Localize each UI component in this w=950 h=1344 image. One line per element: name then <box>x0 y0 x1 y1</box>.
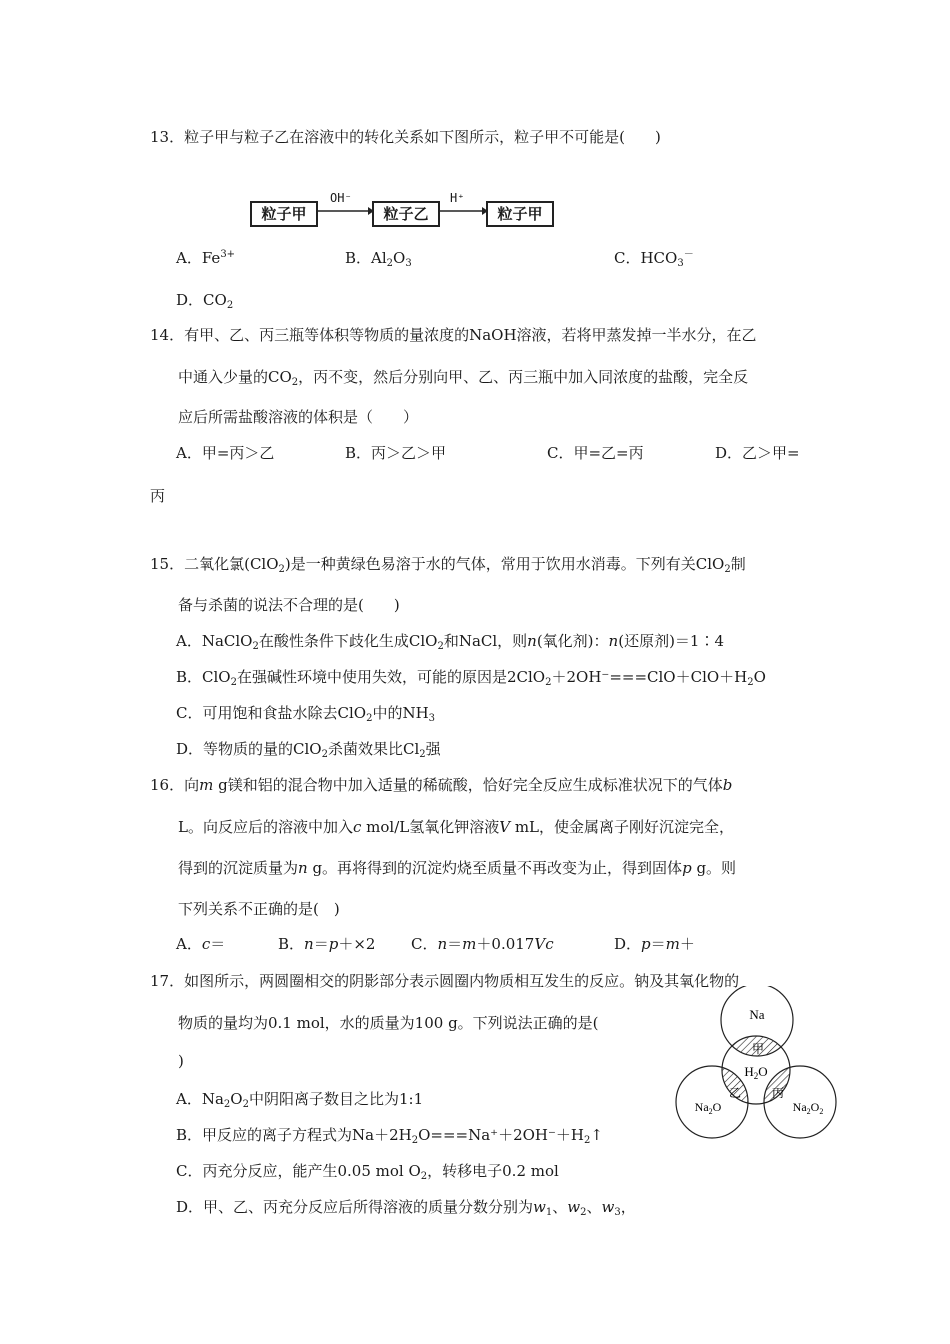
q14-option-d-continued: 丙 <box>150 487 166 505</box>
q15-option-c: C．可用饱和食盐水除去ClO$_2$中的$NH_3$ <box>176 704 436 724</box>
flow-box-particle-jia: 粒子甲 <box>250 201 318 227</box>
flow-arrow1-label: OH⁻ <box>330 191 352 205</box>
venn-label-yi: 乙 <box>728 1086 742 1100</box>
q17-option-c: C．丙充分反应，能产生0.05 mol $O_2$，转移电子0.2 mol <box>176 1162 559 1182</box>
q16-stem-line4: 下列关系不正确的是( ) <box>178 900 340 918</box>
q13-flow-diagram <box>250 193 560 233</box>
q14-option-b: B．丙＞乙＞甲 <box>345 444 447 462</box>
q17-option-d: D．甲、乙、丙充分反应后所得溶液的质量分数分别为$w_1$、$w_2$、$w_3$， <box>176 1198 636 1218</box>
venn-label-na2o2: $Na_2O_2$ <box>792 1100 824 1116</box>
q14-option-a: A．甲=丙＞乙 <box>176 444 275 462</box>
arrow-right-icon <box>318 203 374 215</box>
q17-stem-line1: 17．如图所示，两圆圈相交的阴影部分表示圆圈内物质相互发生的反应。钠及其氧化物的 <box>150 972 740 990</box>
q16-option-c: C．n＝m＋0.017Vc <box>411 935 554 953</box>
q17-option-a: A．$Na_2O_2$中阴阳离子数目之比为1:1 <box>176 1090 424 1110</box>
q17-stem-line3: ) <box>178 1052 184 1070</box>
q13-option-c: C．$HCO_3^-$ <box>614 249 694 269</box>
venn-label-na: Na <box>749 1007 765 1022</box>
q14-option-c: C．甲=乙=丙 <box>547 444 644 462</box>
q17-option-b: B．甲反应的离子方程式为$Na+2H_2O===Na^++2OH^-+H_2↑$ <box>176 1126 603 1146</box>
venn-label-jia: 甲 <box>751 1042 765 1056</box>
q15-option-a: A．NaClO$_2$在酸性条件下歧化生成ClO$_2$和NaCl，则n(氧化剂)：n(还原剂)＝1∶4 <box>176 632 725 652</box>
q16-stem-line3: 得到的沉淀质量为n g。再将得到的沉淀灼烧至质量不再改变为止，得到固体p g。则 <box>178 859 737 877</box>
venn-label-h2o: $H_2O$ <box>744 1064 768 1081</box>
q16-option-a: A．c＝ <box>176 935 226 953</box>
venn-label-bing: 丙 <box>771 1086 785 1100</box>
venn-label-na2o: $Na_2O$ <box>694 1100 722 1116</box>
q16-stem-line1: 16．向m g镁和铝的混合物中加入适量的稀硫酸，恰好完全反应生成标准状况下的气体b <box>150 776 733 794</box>
q17-venn-diagram <box>672 986 838 1142</box>
q15-option-d: D．等物质的量的ClO$_2$杀菌效果比$Cl_2$强 <box>176 740 441 760</box>
q13-option-a: A．$Fe^{3+}$ <box>176 249 236 267</box>
q13-option-b: B．$Al_2O_3$ <box>345 249 412 269</box>
q16-option-d: D．p＝m＋ <box>614 935 695 953</box>
q15-stem-line1: 15．二氧化氯(ClO$_2$)是一种黄绿色易溶于水的气体，常用于饮用水消毒。下列有关ClO$_2$制 <box>150 555 746 575</box>
q16-stem-line2: L。向反应后的溶液中加入c mol/L氢氧化钾溶液V mL，使金属离子刚好沉淀完全， <box>178 818 735 836</box>
q13-stem: 13．粒子甲与粒子乙在溶液中的转化关系如下图所示，粒子甲不可能是( ) <box>150 128 661 146</box>
flow-box-particle-yi: 粒子乙 <box>372 201 440 227</box>
arrow-right-icon <box>440 203 488 215</box>
q17-stem-line2: 物质的量均为0.1 mol，水的质量为100 g。下列说法正确的是( <box>178 1014 599 1032</box>
q15-option-b: B．ClO$_2$在强碱性环境中使用失效，可能的原因是$2ClO_2+2OH^-===ClO+ClO+H_2O$ <box>176 668 766 688</box>
q14-stem-line3: 应后所需盐酸溶液的体积是（ ） <box>178 408 419 426</box>
q14-stem-line1: 14．有甲、乙、丙三瓶等体积等物质的量浓度的NaOH溶液，若将甲蒸发掉一半水分，在乙 <box>150 326 757 344</box>
q14-option-d: D．乙＞甲= <box>715 444 800 462</box>
q16-option-b: B．n＝p＋×2 <box>278 935 376 953</box>
flow-box-particle-jia-2: 粒子甲 <box>486 201 554 227</box>
q14-stem-line2: 中通入少量的$CO_2$，丙不变，然后分别向甲、乙、丙三瓶中加入同浓度的盐酸，完全反 <box>178 368 749 388</box>
q13-option-d: D．$CO_2$ <box>176 291 234 311</box>
flow-arrow2-label: H⁺ <box>450 191 465 205</box>
q15-stem-line2: 备与杀菌的说法不合理的是( ) <box>178 596 400 614</box>
